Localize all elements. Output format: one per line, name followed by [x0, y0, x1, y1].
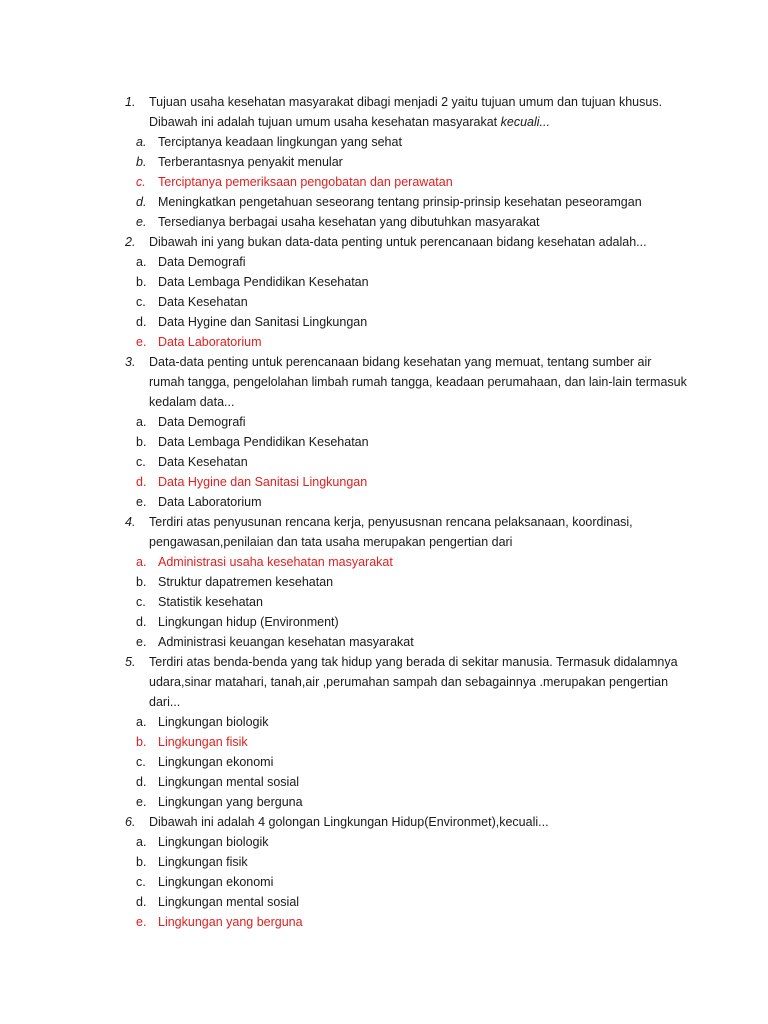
- option-2d: [0, 312, 768, 332]
- option-6a: [0, 832, 768, 852]
- option-1a: [0, 132, 768, 152]
- option-letter: d.: [136, 895, 147, 909]
- option-text: Struktur dapatremen kesehatan: [158, 575, 334, 589]
- option-letter: c.: [136, 875, 146, 889]
- option-5a: [0, 712, 768, 732]
- option-letter: b.: [136, 435, 147, 449]
- question-text: Data-data penting untuk perencanaan bidang kesehatan yang memuat, tentang sumber air rumah tangga, pengelolahan limbah rumah tangga, keadaan perumahaan, dan lain-lain termasuk kedalam data...: [149, 355, 687, 409]
- question-block: [0, 232, 768, 352]
- question-3: [0, 352, 768, 412]
- option-letter: b.: [136, 275, 147, 289]
- question-block: [0, 652, 768, 812]
- option-5e: [0, 792, 768, 812]
- question-number: 1.: [125, 95, 136, 109]
- question-text: Terdiri atas benda-benda yang tak hidup yang berada di sekitar manusia. Termasuk didalamnya udara,sinar matahari, tanah,air ,perumahan sampah dan sebagainnya .merupakan pengertian dari...: [149, 655, 678, 709]
- option-text: Lingkungan mental sosial: [158, 895, 300, 909]
- option-2e-correct-answer: [0, 332, 768, 352]
- option-text: Terberantasnya penyakit menular: [158, 155, 343, 169]
- option-text: Lingkungan mental sosial: [158, 775, 300, 789]
- option-4c: [0, 592, 768, 612]
- option-text: Statistik kesehatan: [158, 595, 263, 609]
- option-text: Lingkungan hidup (Environment): [158, 615, 339, 629]
- option-6e-correct-answer: [0, 912, 768, 932]
- option-6d: [0, 892, 768, 912]
- option-letter: a.: [136, 415, 147, 429]
- question-block: [0, 512, 768, 652]
- option-text: Administrasi keuangan kesehatan masyarakat: [158, 635, 414, 649]
- option-text: Data Laboratorium: [158, 335, 262, 349]
- question-block: [0, 812, 768, 932]
- option-letter: b.: [136, 155, 147, 169]
- option-3c: [0, 452, 768, 472]
- option-letter: a.: [136, 255, 147, 269]
- question-number: 6.: [125, 815, 136, 829]
- option-letter: d.: [136, 615, 147, 629]
- option-text: Data Kesehatan: [158, 295, 248, 309]
- option-text: Meningkatkan pengetahuan seseorang tentang prinsip-prinsip kesehatan peseoramgan: [158, 195, 642, 209]
- question-text: Terdiri atas penyusunan rencana kerja, penyususnan rencana pelaksanaan, koordinasi, pengawasan,penilaian dan tata usaha merupakan pengertian dari: [149, 515, 633, 549]
- option-letter: d.: [136, 775, 147, 789]
- option-text: Data Kesehatan: [158, 455, 248, 469]
- option-letter: a.: [136, 715, 147, 729]
- option-3e: [0, 492, 768, 512]
- option-text: Lingkungan fisik: [158, 855, 248, 869]
- option-letter: a.: [136, 835, 147, 849]
- option-letter: b.: [136, 855, 147, 869]
- question-1: [0, 92, 768, 132]
- option-text: Tersedianya berbagai usaha kesehatan yang dibutuhkan masyarakat: [158, 215, 540, 229]
- question-4: [0, 512, 768, 552]
- option-3a: [0, 412, 768, 432]
- option-2c: [0, 292, 768, 312]
- option-text: Data Lembaga Pendidikan Kesehatan: [158, 435, 369, 449]
- option-text: Data Demografi: [158, 415, 246, 429]
- option-letter: d.: [136, 315, 147, 329]
- option-text: Data Hygine dan Sanitasi Lingkungan: [158, 315, 368, 329]
- option-4d: [0, 612, 768, 632]
- quiz-document: [0, 92, 768, 932]
- option-text: Terciptanya pemeriksaan pengobatan dan perawatan: [158, 175, 453, 189]
- option-letter: b.: [136, 575, 147, 589]
- question-text: Tujuan usaha kesehatan masyarakat dibagi menjadi 2 yaitu tujuan umum dan tujuan khusus. Dibawah ini adalah tujuan umum usaha kesehatan masyarakat: [149, 95, 663, 129]
- option-text: Data Hygine dan Sanitasi Lingkungan: [158, 475, 368, 489]
- option-text: Lingkungan fisik: [158, 735, 248, 749]
- option-letter: a.: [136, 135, 147, 149]
- option-4e: [0, 632, 768, 652]
- option-letter: e.: [136, 495, 147, 509]
- option-letter: e.: [136, 335, 147, 349]
- option-text: Lingkungan ekonomi: [158, 875, 274, 889]
- question-suffix: kecuali...: [500, 115, 550, 129]
- option-text: Lingkungan ekonomi: [158, 755, 274, 769]
- question-block: [0, 92, 768, 232]
- option-text: Data Demografi: [158, 255, 246, 269]
- option-5b-correct-answer: [0, 732, 768, 752]
- option-letter: c.: [136, 595, 146, 609]
- option-1c-correct-answer: [0, 172, 768, 192]
- question-6: [0, 812, 768, 832]
- option-text: Data Laboratorium: [158, 495, 262, 509]
- option-letter: c.: [136, 755, 146, 769]
- option-letter: d.: [136, 195, 147, 209]
- question-2: [0, 232, 768, 252]
- option-2a: [0, 252, 768, 272]
- option-letter: c.: [136, 295, 146, 309]
- option-text: Terciptanya keadaan lingkungan yang sehat: [158, 135, 402, 149]
- option-2b: [0, 272, 768, 292]
- option-3d-correct-answer: [0, 472, 768, 492]
- option-5d: [0, 772, 768, 792]
- option-letter: c.: [136, 455, 146, 469]
- question-5: [0, 652, 768, 712]
- option-text: Data Lembaga Pendidikan Kesehatan: [158, 275, 369, 289]
- option-1d: [0, 192, 768, 212]
- question-number: 3.: [125, 355, 136, 369]
- option-4b: [0, 572, 768, 592]
- option-text: Lingkungan yang berguna: [158, 915, 303, 929]
- question-text: Dibawah ini yang bukan data-data penting untuk perencanaan bidang kesehatan adalah...: [149, 235, 647, 249]
- option-6b: [0, 852, 768, 872]
- question-number: 4.: [125, 515, 136, 529]
- option-text: Lingkungan yang berguna: [158, 795, 303, 809]
- option-6c: [0, 872, 768, 892]
- question-number: 2.: [125, 235, 136, 249]
- option-text: Lingkungan biologik: [158, 715, 269, 729]
- option-letter: e.: [136, 795, 147, 809]
- option-text: Administrasi usaha kesehatan masyarakat: [158, 555, 393, 569]
- option-letter: d.: [136, 475, 147, 489]
- option-1e: [0, 212, 768, 232]
- option-letter: c.: [136, 175, 146, 189]
- option-letter: b.: [136, 735, 147, 749]
- option-letter: a.: [136, 555, 147, 569]
- option-letter: e.: [136, 635, 147, 649]
- option-3b: [0, 432, 768, 452]
- question-number: 5.: [125, 655, 136, 669]
- option-5c: [0, 752, 768, 772]
- option-letter: e.: [136, 215, 147, 229]
- option-1b: [0, 152, 768, 172]
- option-text: Lingkungan biologik: [158, 835, 269, 849]
- option-letter: e.: [136, 915, 147, 929]
- option-4a-correct-answer: [0, 552, 768, 572]
- question-block: [0, 352, 768, 512]
- question-text: Dibawah ini adalah 4 golongan Lingkungan Hidup(Environmet),kecuali...: [149, 815, 549, 829]
